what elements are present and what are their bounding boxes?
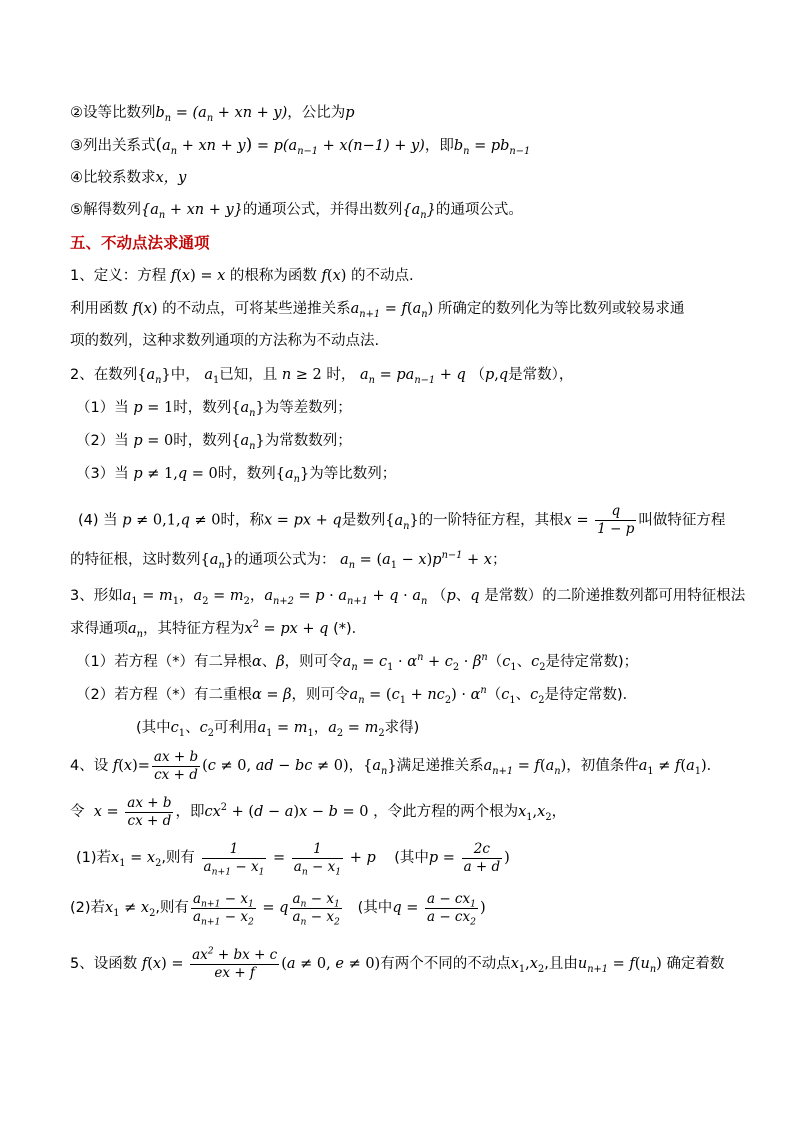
quadratic-line: 5、设函数 f(x) = $\frac{ax^2 + bx + c}{ex + f}$ (a ≠ 0, e ≠ 0)有两个不同的不动点$x_1,x_2$,且由$u_{n+1} = f(u_n)$ 确定着数 xyxy=(70,945,725,981)
fraction: $\frac{ax + b}{cx + d}$ xyxy=(153,748,199,783)
root-case-2-line: （2）若方程（*）有二重根α = β，则可令$a_n = (c_1 + nc_2) \cdot \alpha^n(c_1$、$c_2$是待定常数)． xyxy=(76,685,638,706)
formula: $b_n = (a_n$ + xn + y) xyxy=(155,105,288,124)
case-3-line: （3）当 p ≠ 1,q = 0时，数列$\{a_n\}$为等比数列； xyxy=(76,466,397,485)
first-order-line: 2、在数列$\{a_n\}$中， $a_1$已知，且 n ≥ 2 时， $a_n = pa_{n-1} + q$ （p,q是常数）， xyxy=(70,367,574,386)
fraction: $\frac{2c}{a + d}$ xyxy=(463,840,501,875)
definition-line-3: 项的数列，这种求数列通项的方法称为不动点法. xyxy=(70,333,380,349)
root-case-1-line: （1）若方程（*）有二异根α、β，则可令$a_n = c_1 \cdot \alpha^n + c_2 \cdot \beta^n(c_1$、$c_2$是待定常数)； xyxy=(76,652,639,673)
fraction: $\frac{a - cx_1}{a - cx_2}$ xyxy=(426,890,476,928)
fraction: $\frac{a_n - x_1}{a_n - x_2}$ xyxy=(292,890,340,928)
definition-line: 1、定义：方程 f(x) = x 的根称为函数 f(x) 的不动点. xyxy=(70,268,414,284)
root-note-line: (其中$c_1$、$c_2$可利用$a_1 = m_1$，$a_2 = m_2$求得) xyxy=(136,720,420,739)
second-order-line-2: 求得通项$a_n$，其特征方程为$x^2$ = px + q (*)． xyxy=(70,619,367,640)
fraction: $\frac{a_{n+1} - x_1}{a_{n+1} - x_2}$ xyxy=(192,890,254,928)
case-4-line-2: 的特征根，这时数列$\{a_n\}$的通项公式为： $a_n = (a_1 - x)p^{n-1} + x$； xyxy=(70,550,507,571)
fraction: $\frac{q}{1 - p}$ xyxy=(597,503,635,537)
step-3-line: ③列出关系式($a_n$ + xn + $y) = p(a_{n-1} + x(n-1) + y)$，即$b_n = pb_{n-1}$ xyxy=(70,135,531,157)
fraction: $\frac{ax + b}{cx + d}$ xyxy=(127,794,172,829)
fraction: $\frac{ax^2 + bx + c}{ex + f}$ xyxy=(192,945,278,981)
case-1-line: （1）当 p = 1时，数列$\{a_n\}$为等差数列； xyxy=(76,400,352,419)
mobius-case-1-line: (1)若$x_1 = x_2$,则有 $\frac{1}{a_{n+1} - x_1}$ = $\frac{1}{a_n - x_1}$ + p (其中p = $\frac{2c}{a + d}$ ) xyxy=(76,840,510,878)
fraction: $\frac{1}{a_{n+1} - x_1}$ xyxy=(203,840,265,878)
second-order-line: 3、形如$a_1 = m_1$，$a_2 = m_2$，$a_{n+2} = p \cdot a_{n+1} + q \cdot a_n$ （p、q 是常数）的二阶递推数列都可用特征根法 xyxy=(70,588,746,607)
step-5-line: ⑤解得数列{$a_n$ + xn + y}的通项公式，并得出数列$\{a_n\}$的通项公式。 xyxy=(70,202,523,221)
case-4-line: (4) 当 p ≠ 0,1,q ≠ 0时，称x = px + q是数列$\{a_n\}$的一阶特征方程，其根x = $\frac{q}{1 - p}$ 叫做特征方程 xyxy=(78,503,726,537)
mobius-case-2-line: (2)若$x_1 \ne x_2$,则有 $\frac{a_{n+1} - x_1}{a_{n+1} - x_2}$ = q $\frac{a_n - x_1}{a_n - x_2}$ (其中q = $\frac{a - cx_1}{a - cx_2}$ ) xyxy=(70,890,486,928)
section-heading: 五、不动点法求通项 xyxy=(70,234,210,252)
step-2-line: ②设等比数列$b_n = (a_n$ + xn + y)，公比为p xyxy=(70,105,355,124)
step-4-line: ④比较系数求x，y xyxy=(70,170,187,186)
mobius-line: 4、设 f(x)= $\frac{ax + b}{cx + d}$ (c ≠ 0, ad − bc ≠ 0)，$\{a_n\}$满足递推关系$a_{n+1} = f(a_n)$，初值条件$a_1 \ne f(a_1)$． xyxy=(70,748,722,783)
mobius-line-2: 令 x = $\frac{ax + b}{cx + d}$ ，即$cx^2 + (d - a)x - b = 0$ ，令此方程的两个根为$x_1,x_2$， xyxy=(70,794,567,829)
formula: ($a_n$ + xn + $y) = p(a_{n-1} + x(n-1) + y)$ xyxy=(155,135,425,157)
case-2-line: （2）当 p = 0时，数列$\{a_n\}$为常数数列； xyxy=(76,433,352,452)
fraction: $\frac{1}{a_n - x_1}$ xyxy=(293,840,342,878)
definition-line-2: 利用函数 f(x) 的不动点，可将某些递推关系$a_{n+1} = f(a_n)$ 所确定的数列化为等比数列或较易求通 xyxy=(70,301,685,320)
